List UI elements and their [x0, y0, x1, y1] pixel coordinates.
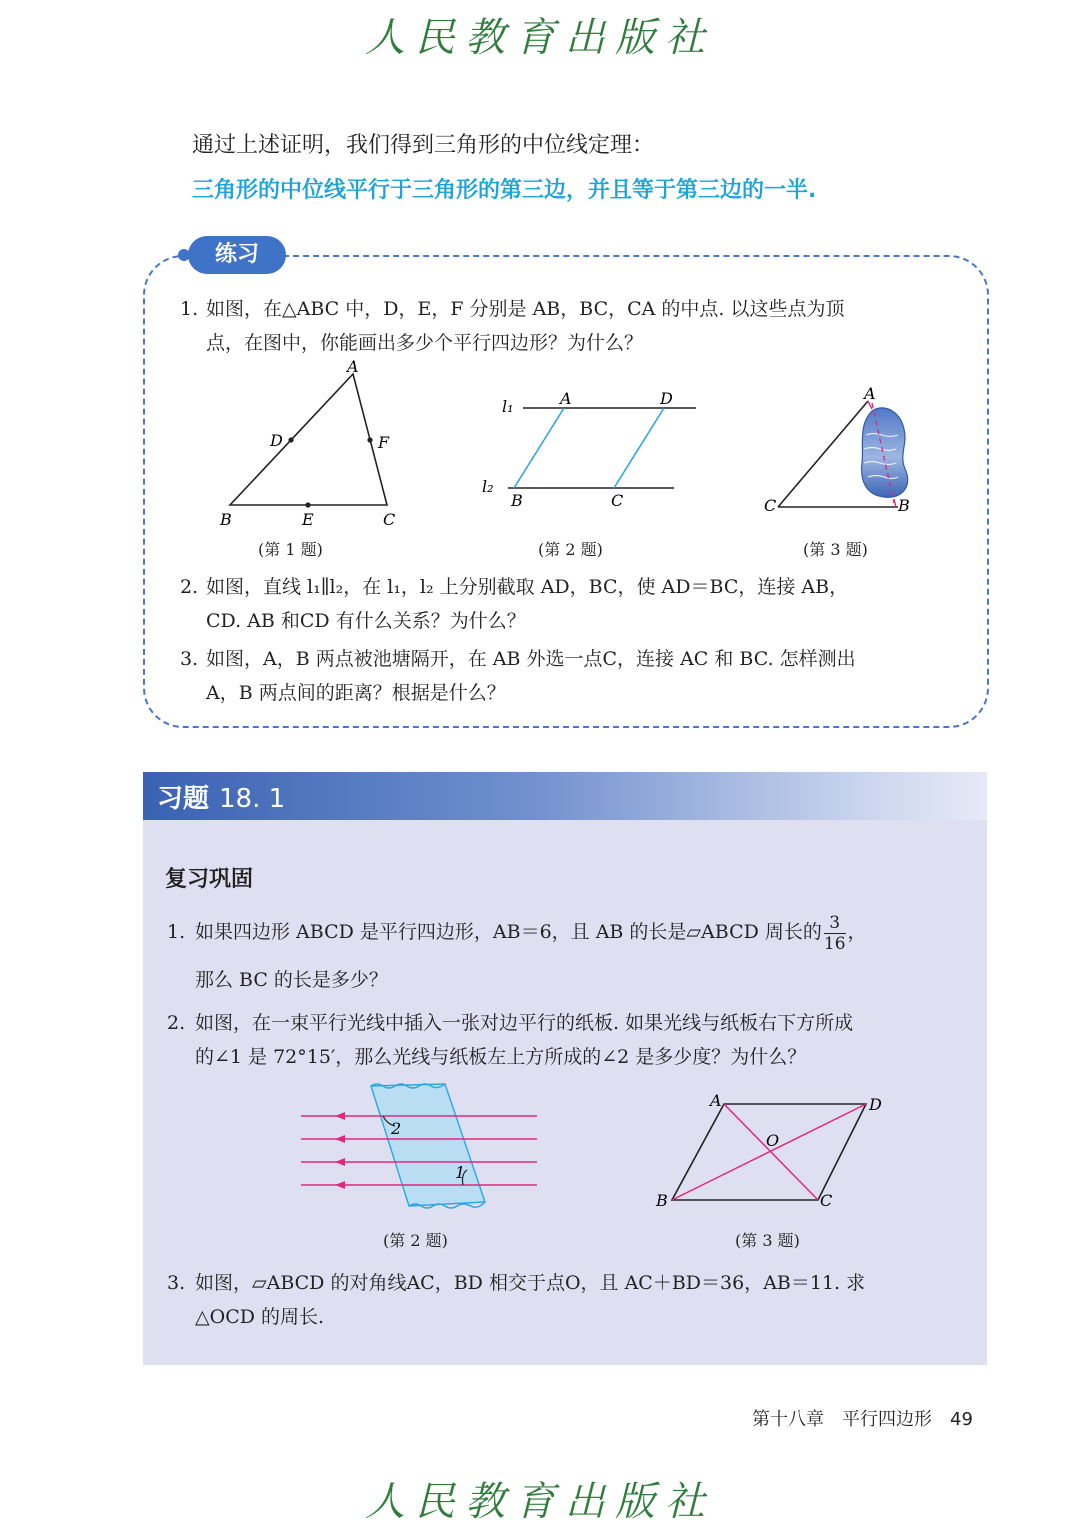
label-B: B — [220, 510, 232, 529]
midline-theorem: 三角形的中位线平行于三角形的第三边，并且等于第三边的一半. — [192, 178, 817, 203]
practice-badge: 练习 — [188, 236, 286, 274]
label-E: E — [302, 510, 314, 529]
label-B: B — [898, 496, 910, 515]
publisher-watermark-bottom: 人民教育出版社 — [365, 1479, 715, 1525]
exercise-number: 18. 1 — [219, 784, 286, 814]
figure-pond — [760, 385, 920, 520]
question-line: CD. AB 和CD 有什么关系？为什么？ — [206, 610, 526, 632]
exercise-question-3 — [167, 1266, 972, 1334]
question-line: △OCD 的周长. — [195, 1306, 325, 1328]
exercise-question-2 — [167, 1006, 972, 1074]
review-heading: 复习巩固 — [165, 867, 254, 892]
label-A: A — [864, 385, 876, 403]
question-line: A，B 两点间的距离？根据是什么？ — [206, 682, 506, 704]
question-line: 点，在图中，你能画出多少个平行四边形？为什么？ — [206, 332, 644, 354]
practice-question-1 — [180, 292, 970, 360]
question-line: 如图，A，B 两点被池塘隔开，在 AB 外选一点C，连接 AC 和 BC. 怎样测出 — [206, 648, 856, 670]
label-angle-2: 2 — [391, 1119, 402, 1138]
label-A: A — [347, 358, 359, 376]
question-line: 如图，在一束平行光线中插入一张对边平行的纸板. 如果光线与纸板右下方所成 — [195, 1012, 854, 1034]
question-number: 3. — [180, 648, 199, 670]
label-A: A — [710, 1091, 722, 1110]
chapter-title: 第十八章 平行四边形 — [752, 1409, 932, 1430]
label-B: B — [656, 1191, 668, 1210]
figure-caption: (第 3 题) — [803, 540, 868, 559]
question-line: 如图，▱ABCD 的对角线AC，BD 相交于点O，且 AC＋BD＝36，AB＝11. 求 — [195, 1272, 866, 1294]
label-l1: l₁ — [502, 397, 514, 416]
label-D: D — [869, 1095, 882, 1114]
label-l2: l₂ — [482, 477, 494, 496]
label-B: B — [511, 491, 523, 510]
label-C: C — [611, 491, 624, 510]
figure-caption: (第 3 题) — [735, 1231, 800, 1250]
figure-parallel-lines — [478, 388, 708, 513]
publisher-watermark-top: 人民教育出版社 — [365, 15, 715, 61]
figure-light-rays — [295, 1080, 545, 1215]
label-F: F — [378, 433, 390, 452]
label-C: C — [764, 496, 777, 515]
question-number: 3. — [167, 1272, 186, 1294]
label-A: A — [560, 389, 572, 408]
question-line: 如图，直线 l₁∥l₂，在 l₁，l₂ 上分别截取 AD，BC，使 AD＝BC，连接 AB， — [206, 576, 849, 598]
figure-caption: (第 2 题) — [383, 1231, 448, 1250]
figure-triangle-midpoints — [215, 358, 415, 533]
question-number: 2. — [180, 576, 199, 598]
label-angle-1: 1 — [455, 1163, 466, 1182]
practice-question-2 — [180, 570, 970, 638]
question-line: 那么 BC 的长是多少？ — [195, 968, 388, 991]
page-number: 49 — [950, 1409, 973, 1430]
question-number: 2. — [167, 1012, 186, 1034]
label-D: D — [270, 431, 283, 450]
intro-block — [192, 128, 816, 204]
practice-question-3 — [180, 642, 970, 710]
exercise-title-text: 习题 — [157, 784, 210, 814]
exercise-title — [157, 778, 285, 815]
figure-caption: (第 1 题) — [258, 540, 323, 559]
question-line: 如图，在△ABC 中，D，E，F 分别是 AB，BC，CA 的中点. 以这些点为顶 — [206, 298, 845, 320]
figure-caption: (第 2 题) — [538, 540, 603, 559]
question-number: 1. — [180, 298, 199, 320]
label-C: C — [820, 1191, 833, 1210]
question-number: 1. — [167, 921, 186, 943]
fraction: $\frac{3}{16}$ — [823, 912, 846, 954]
intro-line: 通过上述证明，我们得到三角形的中位线定理： — [192, 133, 655, 158]
question-line: 的∠1 是 72°15′，那么光线与纸板左上方所成的∠2 是多少度？为什么？ — [195, 1046, 807, 1068]
question-line: 如果四边形 ABCD 是平行四边形，AB＝6，且 AB 的长是▱ABCD 周长的 $\frac{3}{16}$ ， — [195, 912, 867, 954]
page-footer — [752, 1405, 973, 1431]
label-C: C — [383, 510, 396, 529]
label-D: D — [660, 389, 673, 408]
figure-parallelogram — [650, 1088, 890, 1213]
label-O: O — [766, 1131, 780, 1150]
exercise-question-1 — [167, 912, 972, 1000]
